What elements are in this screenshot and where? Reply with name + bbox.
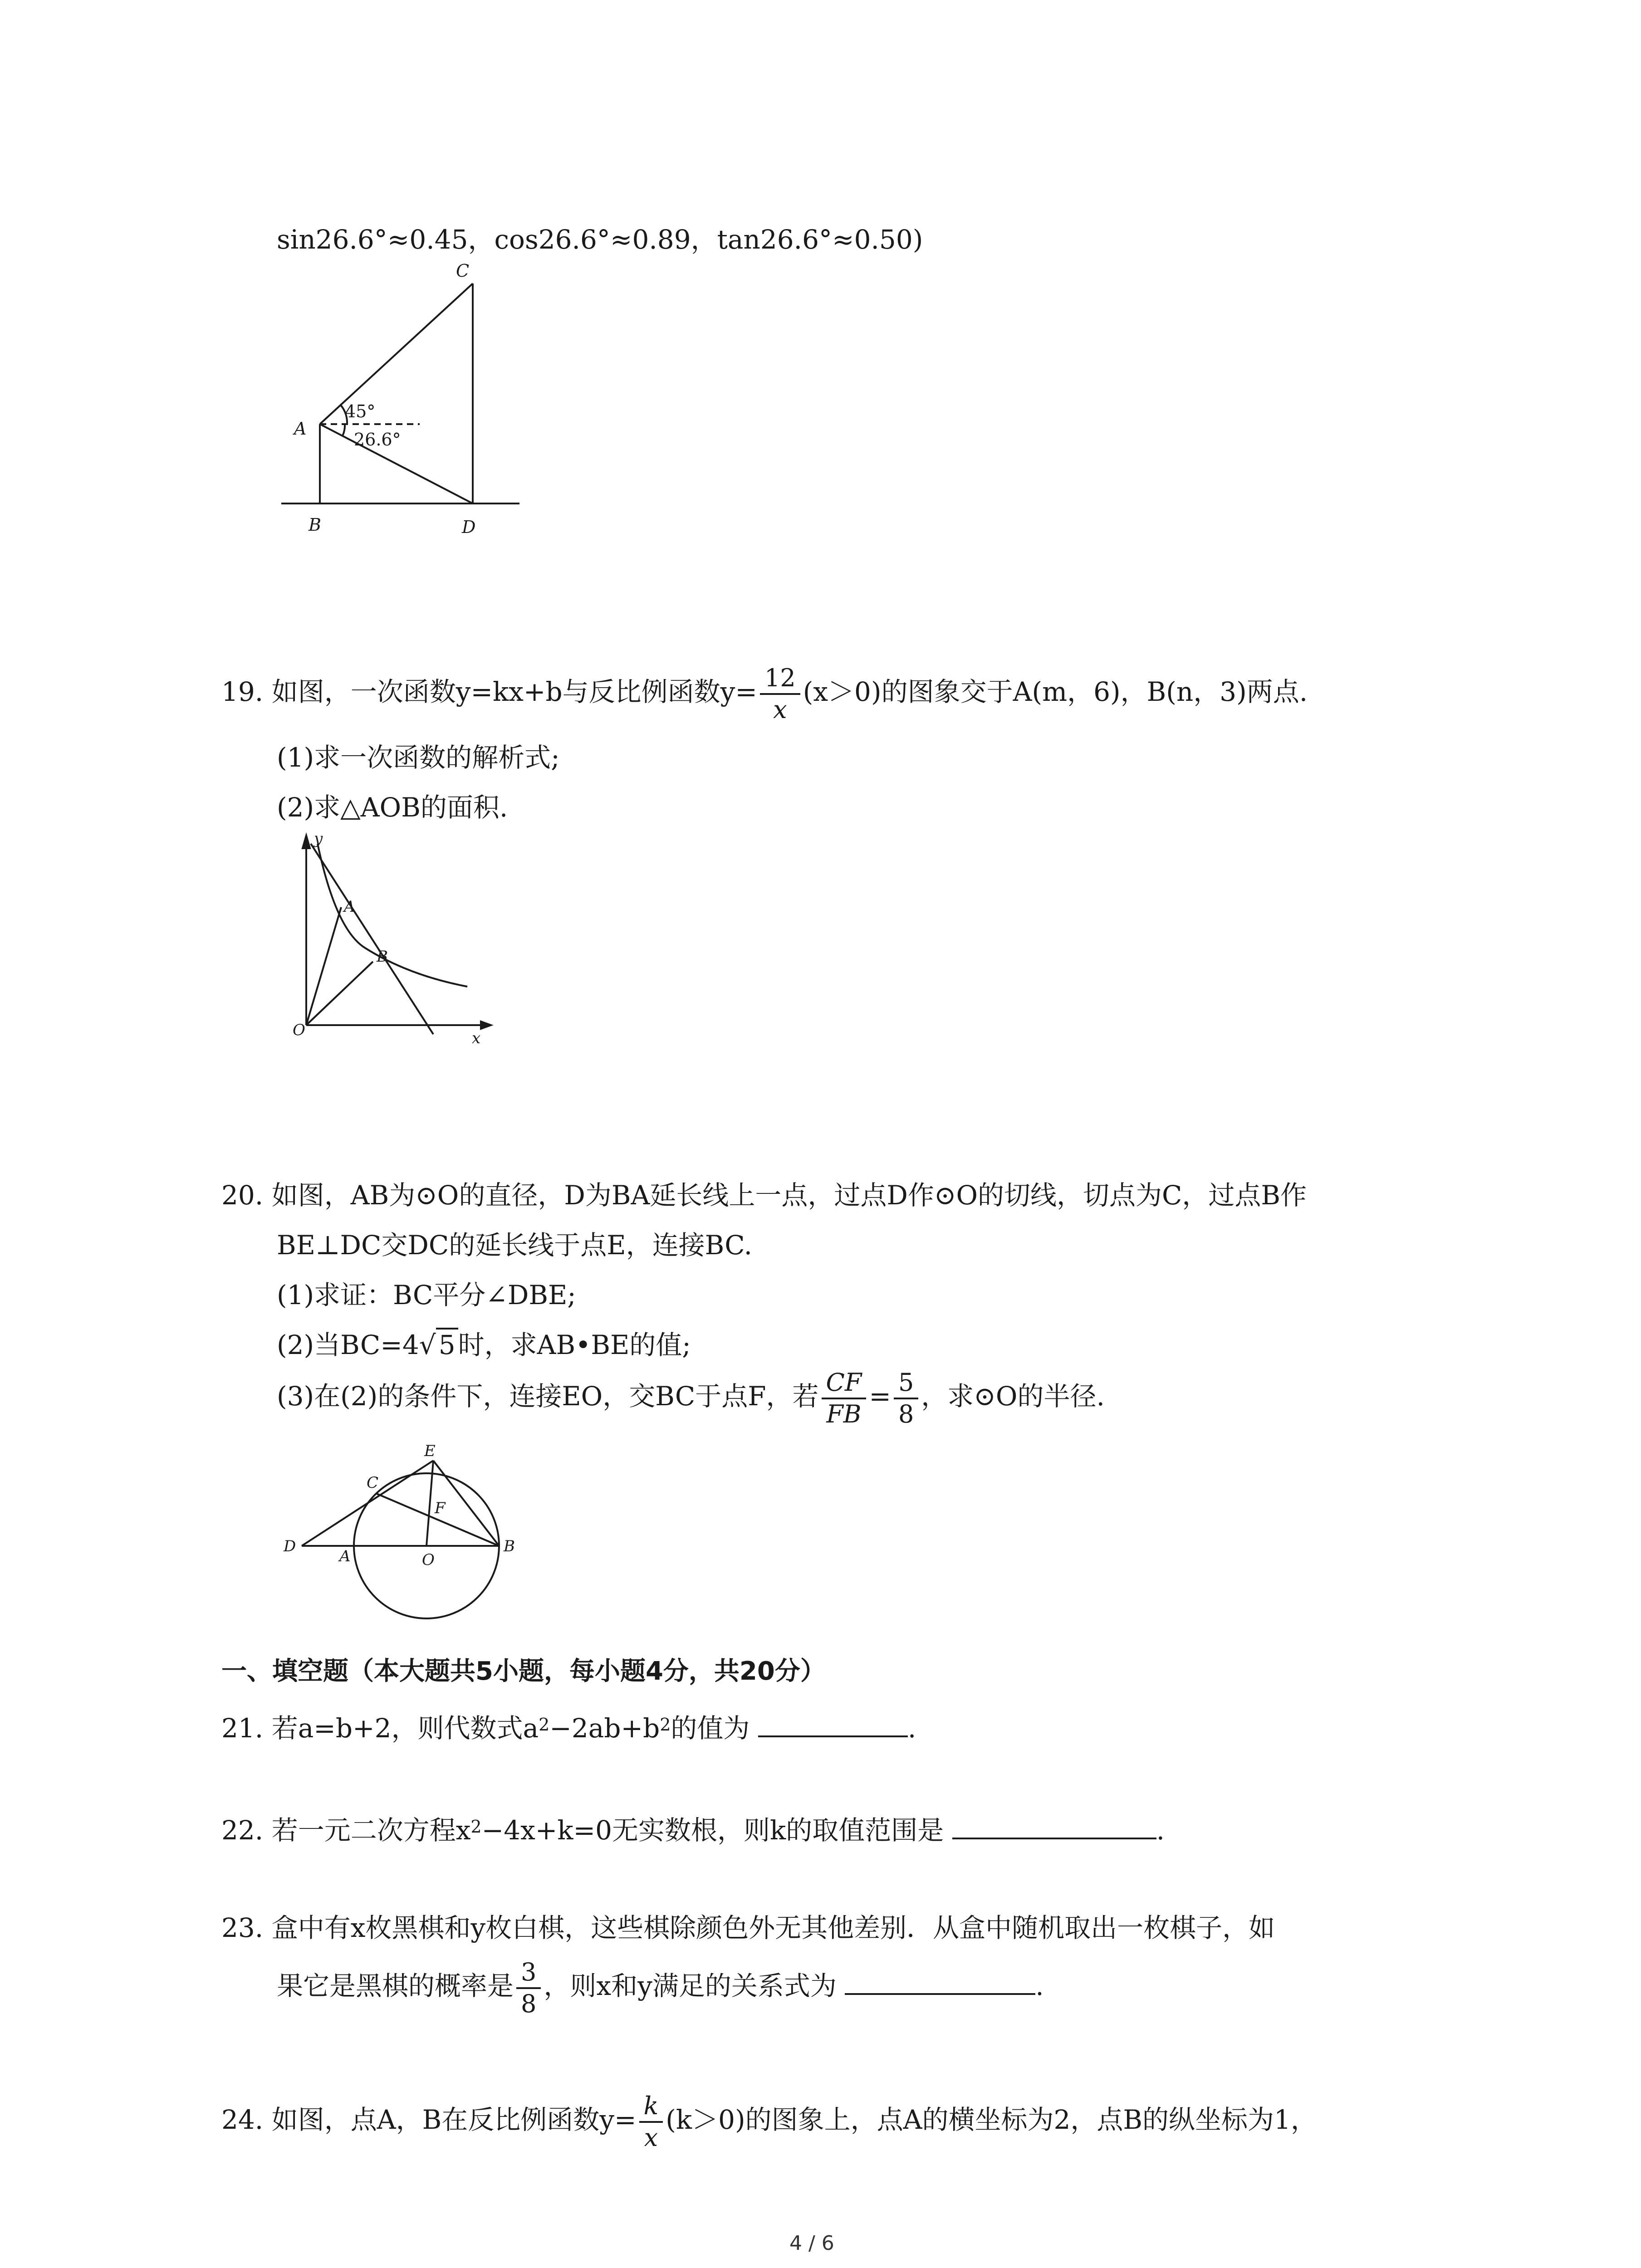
q20-line2: BE⊥DC交DC的延长线于点E，连接BC. [277,1230,753,1261]
q20-p3-pre: (3)在(2)的条件下，连接EO，交BC于点F，若 [277,1381,819,1412]
label-e: E [424,1442,436,1460]
label-x: x [472,1029,481,1047]
q20-p3-post: ，求⊙O的半径. [921,1381,1105,1412]
q20-part3 [277,1368,1105,1429]
q23-frac-den: 8 [521,1989,537,2018]
label-b: B [309,515,321,535]
q23-fraction [516,1957,541,2019]
q22-number: 22. [221,1815,264,1846]
q24-frac-den: x [644,2123,658,2152]
q23-frac-num: 3 [516,1957,541,1989]
q23-text1: 盒中有x枚黑棋和y枚白棋，这些棋除颜色外无其他差别．从盒中随机取出一枚棋子，如 [271,1912,1275,1943]
label-a: A [339,1547,351,1565]
label-b: B [504,1537,515,1555]
label-d: D [462,517,476,537]
q21-post: 的值为 [671,1713,750,1744]
q19-figure [272,826,499,1052]
q24-number: 24. [221,2104,264,2136]
q20-text1: 如图，AB为⊙O的直径，D为BA延长线上一点，过点D作⊙O的切线，切点为C，过点B作 [271,1180,1307,1211]
q20-frac-cf: CF [822,1368,867,1399]
segment-ac [320,284,473,424]
q22-answer-blank[interactable] [952,1833,1156,1839]
q19-number: 19. [221,676,264,708]
q20-p2-pre: (2)当BC=4 [277,1330,419,1360]
q20-frac-fb: FB [826,1400,862,1428]
label-o: O [293,1021,305,1039]
label-a: A [344,898,355,916]
q20-p2-post: 时，求AB•BE的值; [458,1330,691,1360]
q20-figure [272,1438,544,1633]
q24 [221,2091,1317,2153]
q24-fraction [639,2091,663,2153]
q22-post: −4x+k=0无实数根，则k的取值范围是 [481,1815,944,1846]
q19-stem [221,663,1308,725]
q21-number: 21. [221,1713,264,1744]
page-number: 4 / 6 [789,2232,834,2255]
label-f: F [435,1499,446,1517]
label-c: C [367,1474,379,1492]
q19-text-post: (x＞0)的图象交于A(m，6)，B(n，3)两点. [803,676,1308,708]
q21-sup2: 2 [660,1715,671,1735]
q20-frac-cf-fb [822,1368,867,1429]
q23-answer-blank[interactable] [845,1989,1035,1995]
hyperbola-curve [318,844,467,987]
linear-function-line [311,844,433,1034]
q20-line1 [221,1177,1307,1213]
q22 [221,1812,1165,1848]
section-heading: 一、填空题（本大题共5小题，每小题4分，共20分） [221,1657,826,1686]
q22-end: . [1156,1815,1165,1846]
q23-line1 [221,1910,1275,1946]
q24-post: (k＞0)的图象上，点A的横坐标为2，点B的纵坐标为1， [666,2104,1317,2136]
label-c: C [456,261,470,281]
q21-sup1: 2 [539,1715,550,1735]
q20-number: 20. [221,1180,264,1211]
q21-answer-blank[interactable] [758,1731,908,1737]
q18-figure [272,259,526,540]
q23-line2 [277,1957,1044,2019]
q20-p3-eq: = [869,1381,891,1412]
q23-number: 23. [221,1912,264,1943]
q19-frac-num: 12 [760,663,800,695]
y-axis-arrow [303,836,310,848]
q19-fraction [760,663,800,725]
label-45: 45° [345,401,376,421]
label-26: 26.6° [354,430,401,450]
q20-p2-radicand: 5 [436,1328,458,1360]
q23-pre2: 果它是黑棋的概率是 [277,1970,514,2002]
q22-sup1: 2 [470,1817,482,1837]
label-y: y [314,830,323,848]
trig-note: sin26.6°≈0.45，cos26.6°≈0.89，tan26.6°≈0.50) [277,224,923,255]
label-d: D [284,1537,296,1555]
label-o: O [422,1551,435,1569]
q20-part1: (1)求证：BC平分∠DBE; [277,1280,576,1310]
q23-end: . [1035,1970,1044,2002]
q21-mid: −2ab+b [549,1713,660,1744]
q24-pre: 如图，点A，B在反比例函数y= [271,2104,637,2136]
q21-pre: 若a=b+2，则代数式a [271,1713,539,1744]
label-b: B [377,948,388,966]
q24-frac-num: k [639,2091,663,2123]
q20-part2: (2)当BC=4√ 5 时，求AB•BE的值; [277,1327,691,1363]
q19-frac-den: x [773,695,787,724]
q20-frac-8: 8 [898,1400,914,1428]
q19-text-pre: 如图，一次函数y=kx+b与反比例函数y= [271,676,757,708]
q20-frac-5-8 [894,1368,918,1429]
q22-pre: 若一元二次方程x [271,1815,471,1846]
q23-post2: ，则x和y满足的关系式为 [544,1970,837,2002]
label-a: A [294,419,307,439]
q21-end: . [907,1713,916,1744]
q19-part1: (1)求一次函数的解析式; [277,742,560,773]
q21 [221,1710,916,1746]
x-axis-arrow [481,1022,491,1029]
q20-frac-5: 5 [894,1368,918,1399]
q19-part2: (2)求△AOB的面积. [277,792,508,823]
angle-arc-26 [343,424,345,436]
